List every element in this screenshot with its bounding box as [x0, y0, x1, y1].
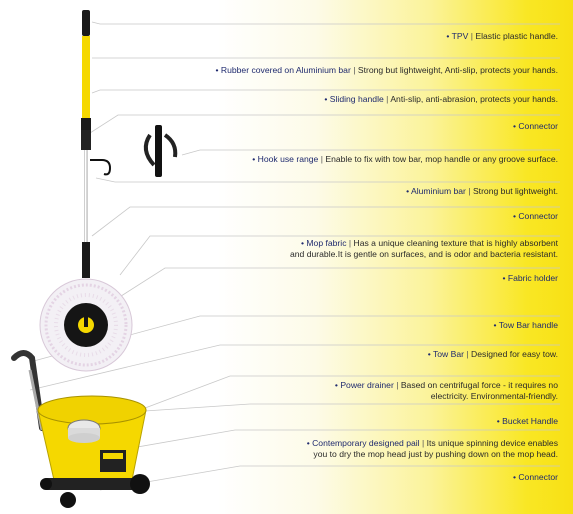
annotation-connector-1: • Connector: [512, 121, 558, 131]
annotation-rubber-covered-bar: • Rubber covered on Aluminium bar | Strong but lightweight, Anti-slip, protects your hands.: [215, 65, 558, 75]
annotation-hook-use-range: • Hook use range | Enable to fix with tow bar, mop handle or any groove surface.: [252, 154, 558, 164]
annotation-power-drainer-line2: electricity. Environmental-friendly.: [430, 391, 558, 401]
annotation-bucket-handle: • Bucket Handle: [496, 416, 558, 426]
mop-handle: [81, 10, 110, 278]
annotation-pail-line2: you to dry the mop head just by pushing down on the mop head.: [313, 449, 558, 459]
annotation-pail: • Contemporary designed pail | Its unique spinning device enables you to dry the mop head just by pushing down on the mop head.: [306, 438, 558, 459]
annotation-connector-2: • Connector: [512, 211, 558, 221]
annotation-tpv: • TPV | Elastic plastic handle.: [446, 31, 558, 41]
annotation-fabric-holder: • Fabric holder: [502, 273, 558, 283]
annotation-aluminium-bar: • Aluminium bar | Strong but lightweight.: [406, 186, 558, 196]
hook-detail-icon: [146, 125, 175, 177]
annotation-sliding-handle: • Sliding handle | Anti-slip, anti-abrasion, protects your hands.: [324, 94, 558, 104]
spin-bucket: [14, 353, 150, 508]
annotation-mop-fabric: • Mop fabric | Has a unique cleaning texture that is highly absorbent and durable.It is gentle on surfaces, and is odor and bacteria resistant.: [289, 238, 558, 259]
annotation-mop-fabric-line2: and durable.It is gentle on surfaces, and is odor and bacteria resistant.: [289, 249, 558, 259]
annotation-tow-bar-handle: • Tow Bar handle: [493, 320, 558, 330]
mop-head: [40, 279, 132, 371]
annotation-tow-bar: • Tow Bar | Designed for easy tow.: [427, 349, 558, 359]
annotation-connector-3: • Connector: [512, 472, 558, 482]
annotation-power-drainer: • Power drainer | Based on centrifugal force - it requires no electricity. Environmental-friendly.: [334, 380, 558, 401]
